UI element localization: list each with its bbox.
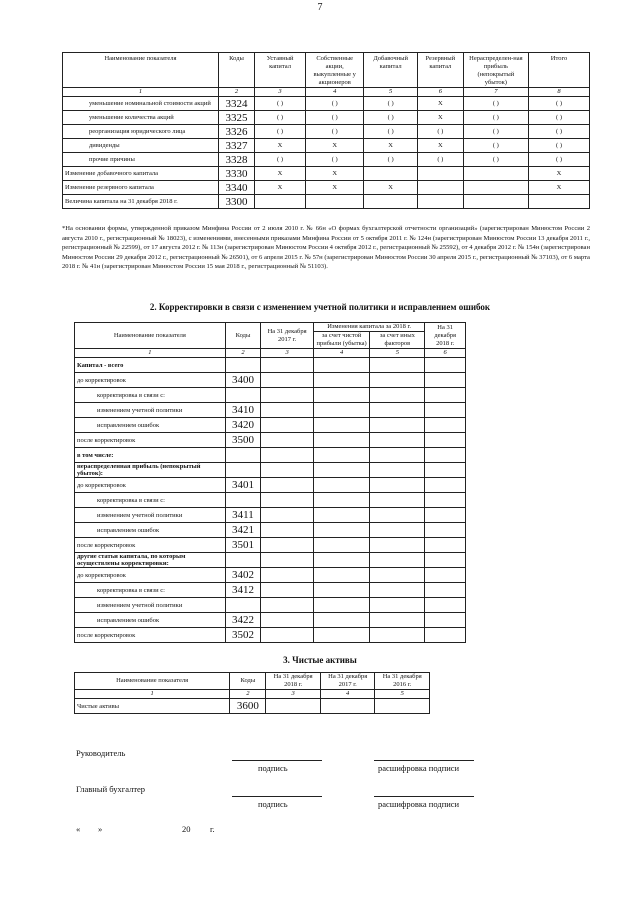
value-cell[interactable] — [425, 373, 466, 388]
value-cell[interactable] — [313, 493, 369, 508]
decoding-line[interactable] — [374, 796, 474, 797]
row-code: 3500 — [225, 433, 261, 448]
table-row — [63, 139, 590, 153]
header-cell: Изменения капитала за 2018 г. — [313, 323, 424, 332]
value-cell[interactable]: X — [255, 181, 306, 195]
table-row — [75, 523, 466, 538]
value-cell[interactable]: X — [255, 167, 306, 181]
value-cell[interactable] — [313, 463, 369, 478]
row-label: реорганизация юридического лица — [63, 125, 219, 139]
table-row — [75, 433, 466, 448]
value-cell[interactable] — [313, 448, 369, 463]
footnote: *На основании формы, утвержденной приказом Минфина России от 2 июля 2010 г. № 66н «О формах бухгалтерской отчетности организаций» (зарегистрирован Минюстом России 2 августа 2010 г., регистрационный № 18023), с изменениями, внесенными приказами Минфина России от 5 октября 2011 г. № 124н (зарегистрирован Минюстом России 13 декабря 2011 г., регистрационный № 22599), от 17 августа 2012 г. № 113н (зарегистрирован Минюстом России 4 октября 2012 г., регистрационный № 25592), от 4 декабря 2012 г. № 154н (зарегистрирован Минюстом России 29 декабря 2012 г., регистрационный № 26501), от 6 апреля 2015 г. № 57н (зарегистрирован Минюстом России 30 апреля 2015 г., регистрационный № 37103), от 6 марта 2018 г. № 41н (зарегистрирован Минюстом России 15 мая 2018 г., регистрационный № 51103). — [62, 225, 590, 270]
col-number: 4 — [313, 349, 369, 358]
value-cell[interactable]: ( ) — [529, 139, 590, 153]
value-cell[interactable] — [425, 403, 466, 418]
row-code — [225, 598, 261, 613]
value-cell[interactable] — [529, 195, 590, 209]
value-cell[interactable]: ( ) — [306, 153, 364, 167]
row-code: 3402 — [225, 568, 261, 583]
value-cell[interactable] — [261, 598, 314, 613]
value-cell[interactable] — [261, 358, 314, 373]
value-cell[interactable]: ( ) — [306, 111, 364, 125]
value-cell[interactable] — [370, 598, 425, 613]
row-label: до корректировок — [75, 373, 226, 388]
col-number: 1 — [75, 690, 230, 699]
section2-title: 2. Корректировки в связи с изменением учетной политики и исправлением ошибок — [149, 302, 491, 312]
value-cell[interactable] — [370, 448, 425, 463]
value-cell[interactable] — [364, 195, 418, 209]
row-code: 3340 — [218, 181, 254, 195]
value-cell[interactable]: ( ) — [463, 125, 528, 139]
value-cell[interactable]: ( ) — [364, 111, 418, 125]
row-code: 3300 — [218, 195, 254, 209]
value-cell[interactable] — [313, 358, 369, 373]
value-cell[interactable] — [425, 538, 466, 553]
value-cell[interactable] — [370, 538, 425, 553]
header-cell: На 31 декабря 2017 г. — [320, 673, 375, 690]
row-label: исправлением ошибок — [75, 523, 226, 538]
value-cell[interactable] — [313, 508, 369, 523]
value-cell[interactable] — [306, 195, 364, 209]
value-cell[interactable] — [313, 598, 369, 613]
row-label: изменением учетной политики — [75, 508, 226, 523]
table-row — [63, 111, 590, 125]
value-cell[interactable] — [425, 508, 466, 523]
header-cell: Итого — [529, 53, 590, 88]
table-row — [63, 195, 590, 209]
table-row — [75, 598, 466, 613]
date-open-quote: « — [76, 824, 81, 834]
value-cell[interactable] — [370, 373, 425, 388]
row-label: исправлением ошибок — [75, 613, 226, 628]
table-row — [75, 373, 466, 388]
table-header-row — [63, 53, 590, 88]
value-cell[interactable]: X — [417, 97, 463, 111]
row-code: 3325 — [218, 111, 254, 125]
row-code: 3326 — [218, 125, 254, 139]
value-cell[interactable]: ( ) — [529, 97, 590, 111]
table-row — [63, 181, 590, 195]
row-code: 3420 — [225, 418, 261, 433]
row-label: Чистые активы — [75, 699, 230, 714]
value-cell[interactable] — [313, 433, 369, 448]
row-code: 3422 — [225, 613, 261, 628]
value-cell[interactable] — [370, 358, 425, 373]
decoding-line[interactable] — [374, 760, 474, 761]
row-code: 3502 — [225, 628, 261, 643]
row-label: исправлением ошибок — [75, 418, 226, 433]
value-cell[interactable] — [425, 583, 466, 598]
header-cell: Наименование показателя — [75, 673, 230, 690]
header-cell: за счет иных факторов — [370, 332, 425, 349]
accountant-label: Главный бухгалтер — [76, 784, 146, 794]
header-cell: Собственные акции, выкупленные у акционеров — [306, 53, 364, 88]
value-cell[interactable]: X — [529, 181, 590, 195]
col-number: 2 — [218, 88, 254, 97]
col-number: 3 — [266, 690, 321, 699]
value-cell[interactable] — [370, 553, 425, 568]
col-number: 5 — [364, 88, 418, 97]
header-cell: Наименование показателя — [63, 53, 219, 88]
value-cell[interactable] — [425, 388, 466, 403]
value-cell[interactable]: ( ) — [463, 139, 528, 153]
date-year-prefix: 20 — [182, 824, 191, 834]
header-cell: за счет чистой прибыли (убытка) — [313, 332, 369, 349]
section3-title: 3. Чистые активы — [283, 655, 357, 665]
value-cell[interactable] — [261, 508, 314, 523]
row-label: Капитал - всего — [75, 358, 226, 373]
table-row — [75, 418, 466, 433]
row-label: другие статьи капитала, по которым осуществлены корректировки: — [75, 553, 226, 568]
signature-caption: подпись — [258, 799, 288, 809]
table-row — [75, 628, 466, 643]
value-cell[interactable] — [313, 613, 369, 628]
value-cell[interactable]: ( ) — [364, 153, 418, 167]
row-label: в том числе: — [75, 448, 226, 463]
value-cell[interactable]: ( ) — [529, 153, 590, 167]
value-cell[interactable] — [370, 388, 425, 403]
signature-caption: подпись — [258, 763, 288, 773]
row-code: 3411 — [225, 508, 261, 523]
table-row — [75, 508, 466, 523]
value-cell[interactable]: ( ) — [255, 125, 306, 139]
row-label: корректировка в связи с: — [75, 583, 226, 598]
row-code: 3327 — [218, 139, 254, 153]
row-label: изменением учетной политики — [75, 598, 226, 613]
col-number: 2 — [225, 349, 261, 358]
value-cell[interactable]: ( ) — [364, 125, 418, 139]
row-code: 3501 — [225, 538, 261, 553]
value-cell[interactable] — [425, 418, 466, 433]
value-cell[interactable] — [313, 583, 369, 598]
value-cell[interactable]: X — [306, 167, 364, 181]
value-cell[interactable] — [261, 418, 314, 433]
table-row — [75, 553, 466, 568]
value-cell[interactable] — [313, 478, 369, 493]
value-cell[interactable] — [261, 373, 314, 388]
value-cell[interactable] — [261, 433, 314, 448]
decoding-caption: расшифровка подписи — [378, 763, 460, 773]
value-cell[interactable] — [375, 699, 430, 714]
header-cell: На 31 декабря 2017 г. — [261, 323, 314, 349]
value-cell[interactable] — [370, 568, 425, 583]
row-code: 3328 — [218, 153, 254, 167]
table-row — [63, 97, 590, 111]
value-cell[interactable]: X — [306, 181, 364, 195]
row-label: Величина капитала на 31 декабря 2018 г. — [63, 195, 219, 209]
row-label: изменением учетной политики — [75, 403, 226, 418]
table-row — [63, 153, 590, 167]
signature-line[interactable] — [232, 796, 322, 797]
row-code — [225, 358, 261, 373]
value-cell[interactable] — [425, 523, 466, 538]
value-cell[interactable] — [370, 418, 425, 433]
value-cell[interactable]: X — [306, 139, 364, 153]
signature-line[interactable] — [232, 760, 322, 761]
value-cell[interactable] — [425, 568, 466, 583]
value-cell[interactable] — [425, 598, 466, 613]
value-cell[interactable] — [370, 403, 425, 418]
table-row — [75, 538, 466, 553]
value-cell[interactable] — [370, 493, 425, 508]
row-label: Изменение добавочного капитала — [63, 167, 219, 181]
value-cell[interactable] — [313, 418, 369, 433]
row-code — [225, 448, 261, 463]
value-cell[interactable] — [417, 195, 463, 209]
header-cell: Коды — [230, 673, 266, 690]
value-cell[interactable] — [261, 613, 314, 628]
value-cell[interactable]: ( ) — [364, 97, 418, 111]
col-number: 1 — [75, 349, 226, 358]
value-cell[interactable]: X — [417, 139, 463, 153]
row-label: Изменение резервного капитала — [63, 181, 219, 195]
row-label: уменьшение количества акций — [63, 111, 219, 125]
value-cell[interactable] — [425, 478, 466, 493]
value-cell[interactable]: X — [255, 139, 306, 153]
date-close-quote: » — [98, 824, 103, 834]
value-cell[interactable]: ( ) — [306, 125, 364, 139]
value-cell[interactable] — [370, 583, 425, 598]
row-label: нераспределенная прибыль (непокрытый убыток): — [75, 463, 226, 478]
value-cell[interactable]: X — [529, 167, 590, 181]
page-number: 7 — [317, 2, 323, 13]
value-cell[interactable] — [261, 628, 314, 643]
row-code: 3410 — [225, 403, 261, 418]
value-cell[interactable] — [320, 699, 375, 714]
header-cell: Нераспределен-ная прибыль (непокрытый убыток) — [463, 53, 528, 88]
value-cell[interactable] — [370, 478, 425, 493]
col-number: 3 — [255, 88, 306, 97]
value-cell[interactable] — [370, 433, 425, 448]
value-cell[interactable]: ( ) — [463, 111, 528, 125]
table-row — [63, 167, 590, 181]
value-cell[interactable] — [266, 699, 321, 714]
value-cell[interactable] — [463, 181, 528, 195]
row-code — [225, 553, 261, 568]
header-cell: На 31 декабря 2018 г. — [425, 323, 466, 349]
value-cell[interactable]: ( ) — [417, 153, 463, 167]
value-cell[interactable] — [261, 403, 314, 418]
row-label: до корректировок — [75, 478, 226, 493]
header-cell: Наименование показателя — [75, 323, 226, 349]
col-number: 4 — [306, 88, 364, 97]
value-cell[interactable]: ( ) — [306, 97, 364, 111]
date-year-suffix: г. — [210, 824, 215, 834]
row-label: после корректировок — [75, 538, 226, 553]
header-cell: На 31 декабря 2016 г. — [375, 673, 430, 690]
col-number: 1 — [63, 88, 219, 97]
col-number: 7 — [463, 88, 528, 97]
row-code: 3401 — [225, 478, 261, 493]
table-row — [75, 463, 466, 478]
value-cell[interactable] — [261, 583, 314, 598]
col-number: 2 — [230, 690, 266, 699]
table-row — [63, 125, 590, 139]
value-cell[interactable] — [261, 568, 314, 583]
row-label: после корректировок — [75, 628, 226, 643]
row-code: 3330 — [218, 167, 254, 181]
value-cell[interactable] — [425, 448, 466, 463]
col-number: 3 — [261, 349, 314, 358]
table-row — [75, 403, 466, 418]
value-cell[interactable] — [463, 195, 528, 209]
value-cell[interactable] — [417, 181, 463, 195]
value-cell[interactable]: X — [364, 139, 418, 153]
capital-changes-table — [62, 52, 590, 209]
row-code: 3400 — [225, 373, 261, 388]
value-cell[interactable] — [425, 628, 466, 643]
row-code — [225, 388, 261, 403]
value-cell[interactable] — [261, 478, 314, 493]
value-cell[interactable]: ( ) — [255, 111, 306, 125]
value-cell[interactable] — [463, 167, 528, 181]
row-label: корректировка в связи с: — [75, 493, 226, 508]
table-row — [75, 358, 466, 373]
value-cell[interactable] — [417, 167, 463, 181]
value-cell[interactable]: ( ) — [417, 125, 463, 139]
table-row — [75, 388, 466, 403]
col-number: 6 — [417, 88, 463, 97]
header-cell: Коды — [225, 323, 261, 349]
value-cell[interactable] — [425, 463, 466, 478]
value-cell[interactable] — [370, 508, 425, 523]
table-row — [75, 568, 466, 583]
head-label: Руководитель — [76, 748, 126, 758]
row-code: 3421 — [225, 523, 261, 538]
row-code: 3600 — [230, 699, 266, 714]
row-label: после корректировок — [75, 433, 226, 448]
table-row — [75, 613, 466, 628]
net-assets-table — [74, 672, 430, 714]
value-cell[interactable]: ( ) — [463, 97, 528, 111]
value-cell[interactable] — [261, 523, 314, 538]
header-cell: Уставный капитал — [255, 53, 306, 88]
value-cell[interactable]: ( ) — [255, 153, 306, 167]
value-cell[interactable] — [364, 167, 418, 181]
value-cell[interactable] — [425, 553, 466, 568]
value-cell[interactable]: ( ) — [463, 153, 528, 167]
value-cell[interactable] — [370, 523, 425, 538]
value-cell[interactable] — [261, 388, 314, 403]
value-cell[interactable]: X — [417, 111, 463, 125]
value-cell[interactable] — [425, 493, 466, 508]
col-number: 4 — [320, 690, 375, 699]
row-label: корректировка в связи с: — [75, 388, 226, 403]
value-cell[interactable] — [313, 373, 369, 388]
header-cell: Резервный капитал — [417, 53, 463, 88]
header-cell: Коды — [218, 53, 254, 88]
header-cell: На 31 декабря 2018 г. — [266, 673, 321, 690]
value-cell[interactable]: ( ) — [255, 97, 306, 111]
table-row — [75, 583, 466, 598]
row-code — [225, 493, 261, 508]
col-number: 5 — [375, 690, 430, 699]
value-cell[interactable] — [370, 463, 425, 478]
col-number: 5 — [370, 349, 425, 358]
value-cell[interactable] — [261, 463, 314, 478]
value-cell[interactable] — [313, 538, 369, 553]
header-cell: Добавочный капитал — [364, 53, 418, 88]
value-cell[interactable] — [313, 568, 369, 583]
value-cell[interactable] — [313, 523, 369, 538]
row-code: 3412 — [225, 583, 261, 598]
value-cell[interactable] — [425, 433, 466, 448]
row-label: до корректировок — [75, 568, 226, 583]
value-cell[interactable] — [313, 388, 369, 403]
value-cell[interactable] — [261, 538, 314, 553]
value-cell[interactable] — [425, 358, 466, 373]
value-cell[interactable] — [313, 628, 369, 643]
value-cell[interactable] — [261, 553, 314, 568]
value-cell[interactable] — [370, 628, 425, 643]
table-row — [75, 448, 466, 463]
value-cell[interactable]: X — [364, 181, 418, 195]
table-row — [75, 699, 430, 714]
corrections-table — [74, 322, 466, 643]
col-number: 6 — [425, 349, 466, 358]
col-number: 8 — [529, 88, 590, 97]
table-row — [75, 493, 466, 508]
row-code — [225, 463, 261, 478]
value-cell[interactable]: ( ) — [529, 125, 590, 139]
row-label: уменьшение номинальной стоимости акций — [63, 97, 219, 111]
row-code: 3324 — [218, 97, 254, 111]
value-cell[interactable] — [425, 613, 466, 628]
value-cell[interactable] — [261, 448, 314, 463]
value-cell[interactable] — [313, 403, 369, 418]
value-cell[interactable] — [313, 553, 369, 568]
decoding-caption: расшифровка подписи — [378, 799, 460, 809]
value-cell[interactable] — [255, 195, 306, 209]
table-row — [75, 478, 466, 493]
value-cell[interactable]: ( ) — [529, 111, 590, 125]
row-label: дивиденды — [63, 139, 219, 153]
value-cell[interactable] — [261, 493, 314, 508]
value-cell[interactable] — [370, 613, 425, 628]
row-label: прочие причины — [63, 153, 219, 167]
